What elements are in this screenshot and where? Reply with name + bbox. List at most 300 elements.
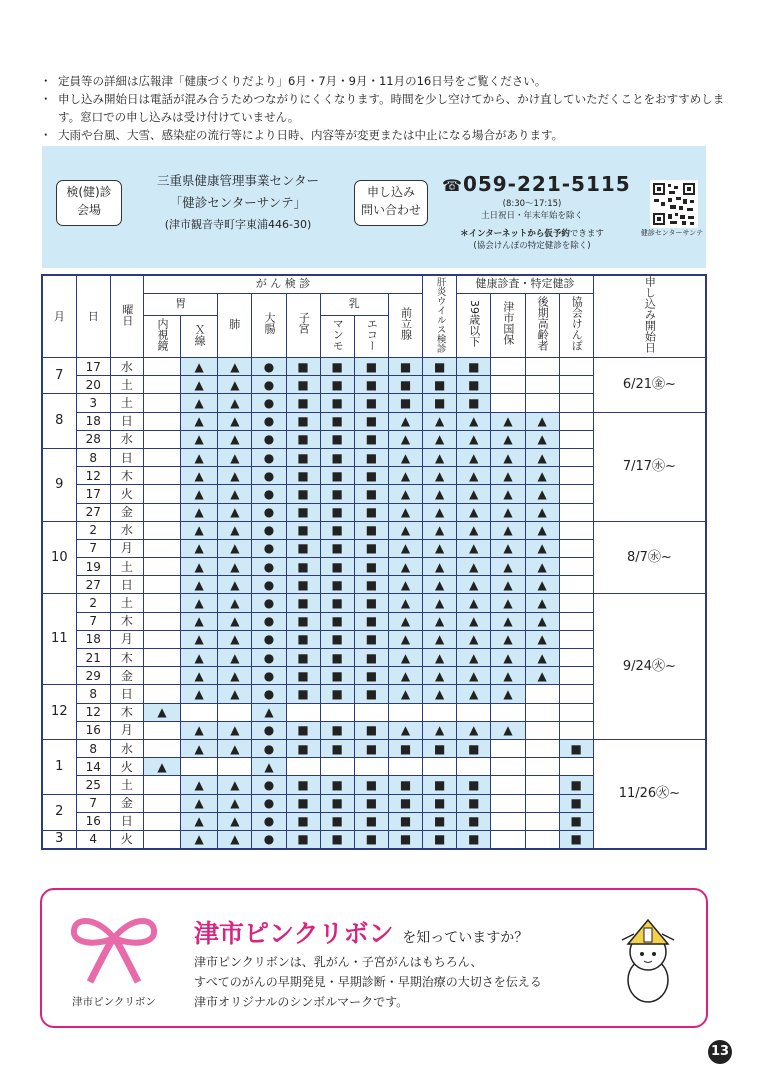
exam-cell: ■ — [286, 812, 320, 830]
exam-cell: ▲ — [181, 503, 218, 521]
exam-cell: ▲ — [181, 721, 218, 739]
exam-cell: ■ — [286, 448, 320, 466]
exam-cell: ▲ — [423, 630, 457, 648]
phone-icon: ☎ — [442, 176, 463, 195]
exam-cell: ▲ — [218, 394, 252, 412]
weekday-cell: 日 — [110, 448, 143, 466]
exam-cell: ▲ — [457, 485, 491, 503]
exam-cell — [286, 703, 320, 721]
exam-cell — [143, 467, 180, 485]
exam-cell: ▲ — [423, 485, 457, 503]
exam-cell: ■ — [423, 376, 457, 394]
exam-cell: ▲ — [491, 576, 525, 594]
day-cell: 8 — [76, 739, 110, 757]
exam-cell: ▲ — [218, 649, 252, 667]
exam-cell: ■ — [286, 430, 320, 448]
exam-cell: ■ — [388, 376, 422, 394]
exam-cell: ▲ — [423, 521, 457, 539]
weekday-cell: 水 — [110, 739, 143, 757]
header-breast: 乳 — [320, 293, 388, 316]
phone-number[interactable]: ☎059-221-5115 — [442, 172, 631, 196]
exam-cell — [143, 612, 180, 630]
exam-cell: ■ — [354, 503, 388, 521]
exam-cell: ▲ — [218, 812, 252, 830]
exam-cell: ▲ — [181, 539, 218, 557]
exam-cell — [143, 376, 180, 394]
day-cell: 2 — [76, 521, 110, 539]
exam-cell: ■ — [286, 358, 320, 376]
exam-cell: ▲ — [423, 685, 457, 703]
exam-cell: ■ — [320, 667, 354, 685]
exam-cell: ● — [252, 630, 286, 648]
exam-cell — [354, 703, 388, 721]
exam-cell: ▲ — [181, 830, 218, 848]
header-weekday: 曜日 — [110, 275, 143, 358]
exam-cell: ▲ — [491, 467, 525, 485]
exam-cell — [559, 376, 593, 394]
exam-cell: ▲ — [181, 558, 218, 576]
exam-cell: ▲ — [423, 430, 457, 448]
exam-cell — [218, 703, 252, 721]
exam-cell: ■ — [457, 376, 491, 394]
exam-cell: ■ — [354, 358, 388, 376]
weekday-cell: 土 — [110, 394, 143, 412]
exam-cell: ■ — [286, 521, 320, 539]
exam-cell — [559, 667, 593, 685]
weekday-cell: 土 — [110, 376, 143, 394]
exam-cell: ■ — [388, 358, 422, 376]
exam-cell: ▲ — [491, 521, 525, 539]
table-header — [42, 275, 706, 358]
header-kouki: 後期高齢者 — [525, 293, 559, 358]
header-uterus: 子宮 — [286, 293, 320, 358]
exam-cell — [491, 812, 525, 830]
table-row — [42, 739, 706, 757]
exam-cell: ▲ — [388, 467, 422, 485]
exam-cell — [388, 703, 422, 721]
exam-cell: ▲ — [143, 703, 180, 721]
exam-cell: ▲ — [181, 649, 218, 667]
mascot-icon — [616, 914, 680, 1006]
exam-cell: ■ — [286, 776, 320, 794]
exam-cell: ● — [252, 448, 286, 466]
exam-cell: ● — [252, 358, 286, 376]
table-row — [42, 521, 706, 539]
note-item: ・ 定員等の詳細は広報津「健康づくりだより」6月・7月・9月・11月の16日号をご覧ください。 — [40, 72, 730, 90]
exam-cell: ■ — [354, 430, 388, 448]
exam-cell — [491, 376, 525, 394]
note-item: ・ 大雨や台風、大雪、感染症の流行等により日時、内容等が変更または中止になる場合があります。 — [40, 126, 730, 144]
exam-cell: ■ — [457, 358, 491, 376]
exam-cell: ▲ — [388, 612, 422, 630]
exam-cell: ▲ — [457, 576, 491, 594]
exam-cell: ■ — [354, 594, 388, 612]
exam-cell: ▲ — [218, 412, 252, 430]
exam-cell — [143, 721, 180, 739]
hours: (8:30～17:15) 土日祝日・年末年始を除く — [480, 199, 583, 221]
exam-cell: ▲ — [181, 612, 218, 630]
exam-cell: ■ — [354, 721, 388, 739]
exam-cell: ■ — [286, 594, 320, 612]
header-kyokai: 協会けんぽ — [559, 293, 593, 358]
exam-cell: ▲ — [525, 667, 559, 685]
exam-cell: ■ — [320, 721, 354, 739]
exam-cell — [143, 776, 180, 794]
ribbon-caption: 津市ピンクリボン — [72, 996, 156, 1008]
exam-cell: ▲ — [181, 394, 218, 412]
day-cell: 12 — [76, 467, 110, 485]
apply-date-cell: 9/24㊋~ — [593, 594, 706, 740]
exam-cell: ■ — [354, 376, 388, 394]
exam-cell: ■ — [320, 739, 354, 757]
exam-cell — [181, 703, 218, 721]
exam-cell: ■ — [286, 739, 320, 757]
exam-cell: ▲ — [525, 485, 559, 503]
exam-cell: ▲ — [388, 558, 422, 576]
exam-cell: ▲ — [181, 794, 218, 812]
exam-cell: ▲ — [388, 649, 422, 667]
day-cell: 7 — [76, 612, 110, 630]
weekday-cell: 月 — [110, 721, 143, 739]
exam-cell — [525, 703, 559, 721]
weekday-cell: 木 — [110, 612, 143, 630]
exam-cell: ▲ — [423, 448, 457, 466]
weekday-cell: 月 — [110, 539, 143, 557]
exam-cell: ▲ — [457, 594, 491, 612]
exam-cell: ▲ — [491, 630, 525, 648]
exam-cell: ■ — [354, 630, 388, 648]
exam-cell: ■ — [320, 539, 354, 557]
exam-cell: ▲ — [491, 594, 525, 612]
table-row — [42, 358, 706, 376]
exam-cell: ▲ — [525, 612, 559, 630]
page-number: 13 — [708, 1040, 732, 1064]
exam-cell — [525, 394, 559, 412]
exam-cell — [143, 630, 180, 648]
exam-cell — [491, 794, 525, 812]
exam-cell: ▲ — [218, 358, 252, 376]
info-panel — [42, 146, 706, 268]
exam-cell: ▲ — [388, 485, 422, 503]
exam-cell: ■ — [457, 739, 491, 757]
exam-cell: ● — [252, 667, 286, 685]
exam-cell — [525, 830, 559, 848]
center-info — [138, 170, 338, 236]
exam-cell: ▲ — [218, 739, 252, 757]
exam-cell — [559, 430, 593, 448]
exam-cell: ■ — [457, 394, 491, 412]
exam-cell: ▲ — [218, 776, 252, 794]
month-cell: 7 — [42, 358, 76, 394]
header-kenshin: 健康診査・特定健診 — [457, 275, 594, 293]
exam-cell: ▲ — [423, 649, 457, 667]
exam-cell: ▲ — [491, 612, 525, 630]
exam-cell: ■ — [354, 394, 388, 412]
exam-cell: ▲ — [525, 576, 559, 594]
pink-description: 津市ピンクリボンは、乳がん・子宮がんはもちろん、 すべてのがんの早期発見・早期診断・早期治療の大切さを伝える 津市オリジナルのシンボルマークです。 — [194, 955, 542, 1009]
exam-cell: ▲ — [491, 721, 525, 739]
table-row — [42, 412, 706, 430]
exam-cell: ● — [252, 812, 286, 830]
header-endoscope: 内視鏡 — [143, 316, 180, 358]
exam-cell — [559, 521, 593, 539]
exam-cell — [143, 830, 180, 848]
exam-cell: ▲ — [491, 539, 525, 557]
weekday-cell: 火 — [110, 758, 143, 776]
exam-cell: ■ — [388, 776, 422, 794]
exam-cell: ■ — [354, 649, 388, 667]
exam-cell: ▲ — [423, 558, 457, 576]
qr-code-icon[interactable] — [650, 180, 698, 228]
exam-cell — [143, 503, 180, 521]
exam-cell — [559, 721, 593, 739]
exam-cell: ▲ — [181, 376, 218, 394]
center-name: 三重県健康管理事業センター — [156, 173, 319, 188]
exam-cell — [143, 358, 180, 376]
day-cell: 29 — [76, 667, 110, 685]
weekday-cell: 金 — [110, 794, 143, 812]
exam-cell: ■ — [320, 776, 354, 794]
exam-cell: ■ — [354, 448, 388, 466]
exam-cell: ■ — [423, 830, 457, 848]
exam-cell: ■ — [354, 467, 388, 485]
apply-date-cell: 6/21㊎~ — [593, 358, 706, 413]
exam-cell: ▲ — [423, 721, 457, 739]
weekday-cell: 金 — [110, 503, 143, 521]
weekday-cell: 木 — [110, 703, 143, 721]
exam-cell — [559, 394, 593, 412]
exam-cell: ▲ — [181, 776, 218, 794]
exam-cell — [143, 448, 180, 466]
exam-cell: ■ — [320, 394, 354, 412]
exam-cell: ■ — [320, 594, 354, 612]
exam-cell: ● — [252, 485, 286, 503]
exam-cell: ● — [252, 685, 286, 703]
table-body — [42, 358, 706, 849]
exam-cell: ▲ — [388, 412, 422, 430]
exam-cell: ▲ — [525, 503, 559, 521]
apply-date-cell: 11/26㊋~ — [593, 739, 706, 848]
exam-cell — [491, 776, 525, 794]
net-reservation: ＊インターネットから仮予約できます (協会けんぽの特定健診を除く) — [460, 229, 604, 251]
exam-cell: ■ — [354, 539, 388, 557]
exam-cell: ■ — [423, 358, 457, 376]
exam-cell: ■ — [286, 667, 320, 685]
exam-cell: ▲ — [218, 558, 252, 576]
exam-cell — [559, 576, 593, 594]
exam-cell: ▲ — [525, 594, 559, 612]
exam-cell — [559, 448, 593, 466]
exam-cell: ▲ — [457, 521, 491, 539]
exam-cell: ● — [252, 739, 286, 757]
exam-cell: ■ — [286, 830, 320, 848]
weekday-cell: 日 — [110, 812, 143, 830]
exam-cell: ■ — [559, 739, 593, 757]
month-cell: 12 — [42, 685, 76, 740]
exam-cell: ■ — [286, 630, 320, 648]
exam-cell: ▲ — [181, 739, 218, 757]
exam-cell: ▲ — [457, 721, 491, 739]
exam-cell: ■ — [320, 812, 354, 830]
exam-cell: ■ — [286, 485, 320, 503]
exam-cell: ▲ — [457, 539, 491, 557]
exam-cell: ▲ — [218, 685, 252, 703]
exam-cell: ■ — [354, 685, 388, 703]
exam-cell: ■ — [286, 721, 320, 739]
exam-cell: ▲ — [525, 430, 559, 448]
exam-cell — [525, 376, 559, 394]
day-cell: 4 — [76, 830, 110, 848]
exam-cell: ■ — [320, 649, 354, 667]
exam-cell: ■ — [320, 430, 354, 448]
exam-cell: ■ — [388, 394, 422, 412]
exam-cell: ▲ — [388, 630, 422, 648]
exam-cell: ● — [252, 612, 286, 630]
exam-cell — [525, 721, 559, 739]
note-item: ・ 申し込み開始日は電話が混み合うためつながりにくくなります。時間を少し空けてから、かけ直していただくことをおすすめします。窓口での申し込みは受け付けていません。 — [40, 90, 730, 126]
exam-cell — [320, 758, 354, 776]
exam-cell — [143, 539, 180, 557]
weekday-cell: 水 — [110, 521, 143, 539]
weekday-cell: 火 — [110, 485, 143, 503]
exam-cell: ■ — [354, 776, 388, 794]
exam-cell — [491, 394, 525, 412]
month-cell: 3 — [42, 830, 76, 848]
exam-cell: ▲ — [252, 703, 286, 721]
exam-cell — [559, 467, 593, 485]
exam-cell — [559, 594, 593, 612]
exam-cell: ▲ — [525, 558, 559, 576]
exam-cell: ▲ — [423, 503, 457, 521]
exam-cell: ■ — [286, 376, 320, 394]
exam-cell: ▲ — [457, 558, 491, 576]
exam-cell — [388, 758, 422, 776]
exam-cell — [491, 358, 525, 376]
exam-cell: ■ — [320, 521, 354, 539]
exam-cell — [143, 649, 180, 667]
exam-cell — [143, 685, 180, 703]
header-xray: Ｘ線 — [181, 316, 218, 358]
exam-cell: ▲ — [423, 576, 457, 594]
day-cell: 18 — [76, 630, 110, 648]
day-cell: 12 — [76, 703, 110, 721]
exam-cell: ▲ — [181, 448, 218, 466]
exam-cell: ▲ — [457, 503, 491, 521]
exam-cell — [143, 521, 180, 539]
header-hepatitis: 肝炎ウイルス検診 — [423, 275, 457, 358]
exam-cell: ▲ — [218, 467, 252, 485]
weekday-cell: 月 — [110, 630, 143, 648]
exam-cell: ● — [252, 649, 286, 667]
exam-cell: ■ — [354, 739, 388, 757]
weekday-cell: 日 — [110, 412, 143, 430]
exam-cell: ■ — [354, 521, 388, 539]
header-prostate: 前立腺 — [388, 293, 422, 358]
exam-cell — [559, 539, 593, 557]
exam-cell: ▲ — [218, 448, 252, 466]
exam-cell: ▲ — [181, 358, 218, 376]
month-cell: 8 — [42, 394, 76, 449]
exam-cell: ▲ — [218, 794, 252, 812]
exam-cell: ▲ — [525, 521, 559, 539]
exam-cell: ■ — [354, 412, 388, 430]
exam-cell: ● — [252, 594, 286, 612]
exam-cell: ▲ — [457, 467, 491, 485]
exam-cell — [143, 558, 180, 576]
exam-cell: ▲ — [491, 558, 525, 576]
exam-cell: ▲ — [388, 721, 422, 739]
exam-cell: ▲ — [423, 594, 457, 612]
exam-cell: ▲ — [388, 503, 422, 521]
exam-cell: ▲ — [423, 667, 457, 685]
exam-cell: ● — [252, 721, 286, 739]
exam-cell: ▲ — [388, 667, 422, 685]
exam-cell: ▲ — [388, 430, 422, 448]
exam-cell: ■ — [559, 794, 593, 812]
exam-cell — [143, 430, 180, 448]
exam-cell — [423, 703, 457, 721]
exam-cell — [457, 758, 491, 776]
exam-cell — [286, 758, 320, 776]
exam-cell: ● — [252, 467, 286, 485]
exam-cell — [559, 703, 593, 721]
exam-cell — [491, 758, 525, 776]
exam-cell: ▲ — [423, 412, 457, 430]
exam-cell — [423, 758, 457, 776]
header-apply: 申し込み開始日 — [593, 275, 706, 358]
exam-cell: ■ — [286, 794, 320, 812]
exam-cell: ▲ — [388, 685, 422, 703]
month-cell: 9 — [42, 448, 76, 521]
exam-cell: ■ — [354, 794, 388, 812]
exam-cell: ▲ — [525, 448, 559, 466]
weekday-cell: 日 — [110, 576, 143, 594]
exam-cell: ● — [252, 794, 286, 812]
exam-cell: ■ — [286, 685, 320, 703]
exam-cell: ■ — [320, 630, 354, 648]
exam-cell: ● — [252, 521, 286, 539]
exam-cell: ■ — [320, 558, 354, 576]
exam-cell: ■ — [320, 485, 354, 503]
exam-cell: ■ — [354, 812, 388, 830]
header-echo: エコー — [354, 316, 388, 358]
exam-cell: ■ — [320, 412, 354, 430]
exam-cell: ▲ — [181, 812, 218, 830]
exam-cell: ● — [252, 430, 286, 448]
exam-cell — [559, 503, 593, 521]
exam-cell: ▲ — [491, 667, 525, 685]
exam-cell: ▲ — [181, 594, 218, 612]
qr-caption: 健診センターサンテ — [640, 229, 704, 237]
day-cell: 2 — [76, 594, 110, 612]
exam-cell: ■ — [388, 812, 422, 830]
exam-cell: ▲ — [457, 412, 491, 430]
exam-cell: ▲ — [218, 721, 252, 739]
exam-cell: ▲ — [181, 521, 218, 539]
contact-label: 申し込み 問い合わせ — [354, 180, 428, 226]
month-cell: 1 — [42, 739, 76, 794]
exam-cell: ■ — [354, 830, 388, 848]
exam-cell — [559, 758, 593, 776]
exam-cell: ▲ — [218, 576, 252, 594]
weekday-cell: 土 — [110, 594, 143, 612]
exam-cell: ■ — [457, 812, 491, 830]
exam-cell: ■ — [320, 358, 354, 376]
header-month: 月 — [42, 275, 76, 358]
exam-cell: ▲ — [181, 667, 218, 685]
header-colon: 大腸 — [252, 293, 286, 358]
exam-cell — [525, 739, 559, 757]
